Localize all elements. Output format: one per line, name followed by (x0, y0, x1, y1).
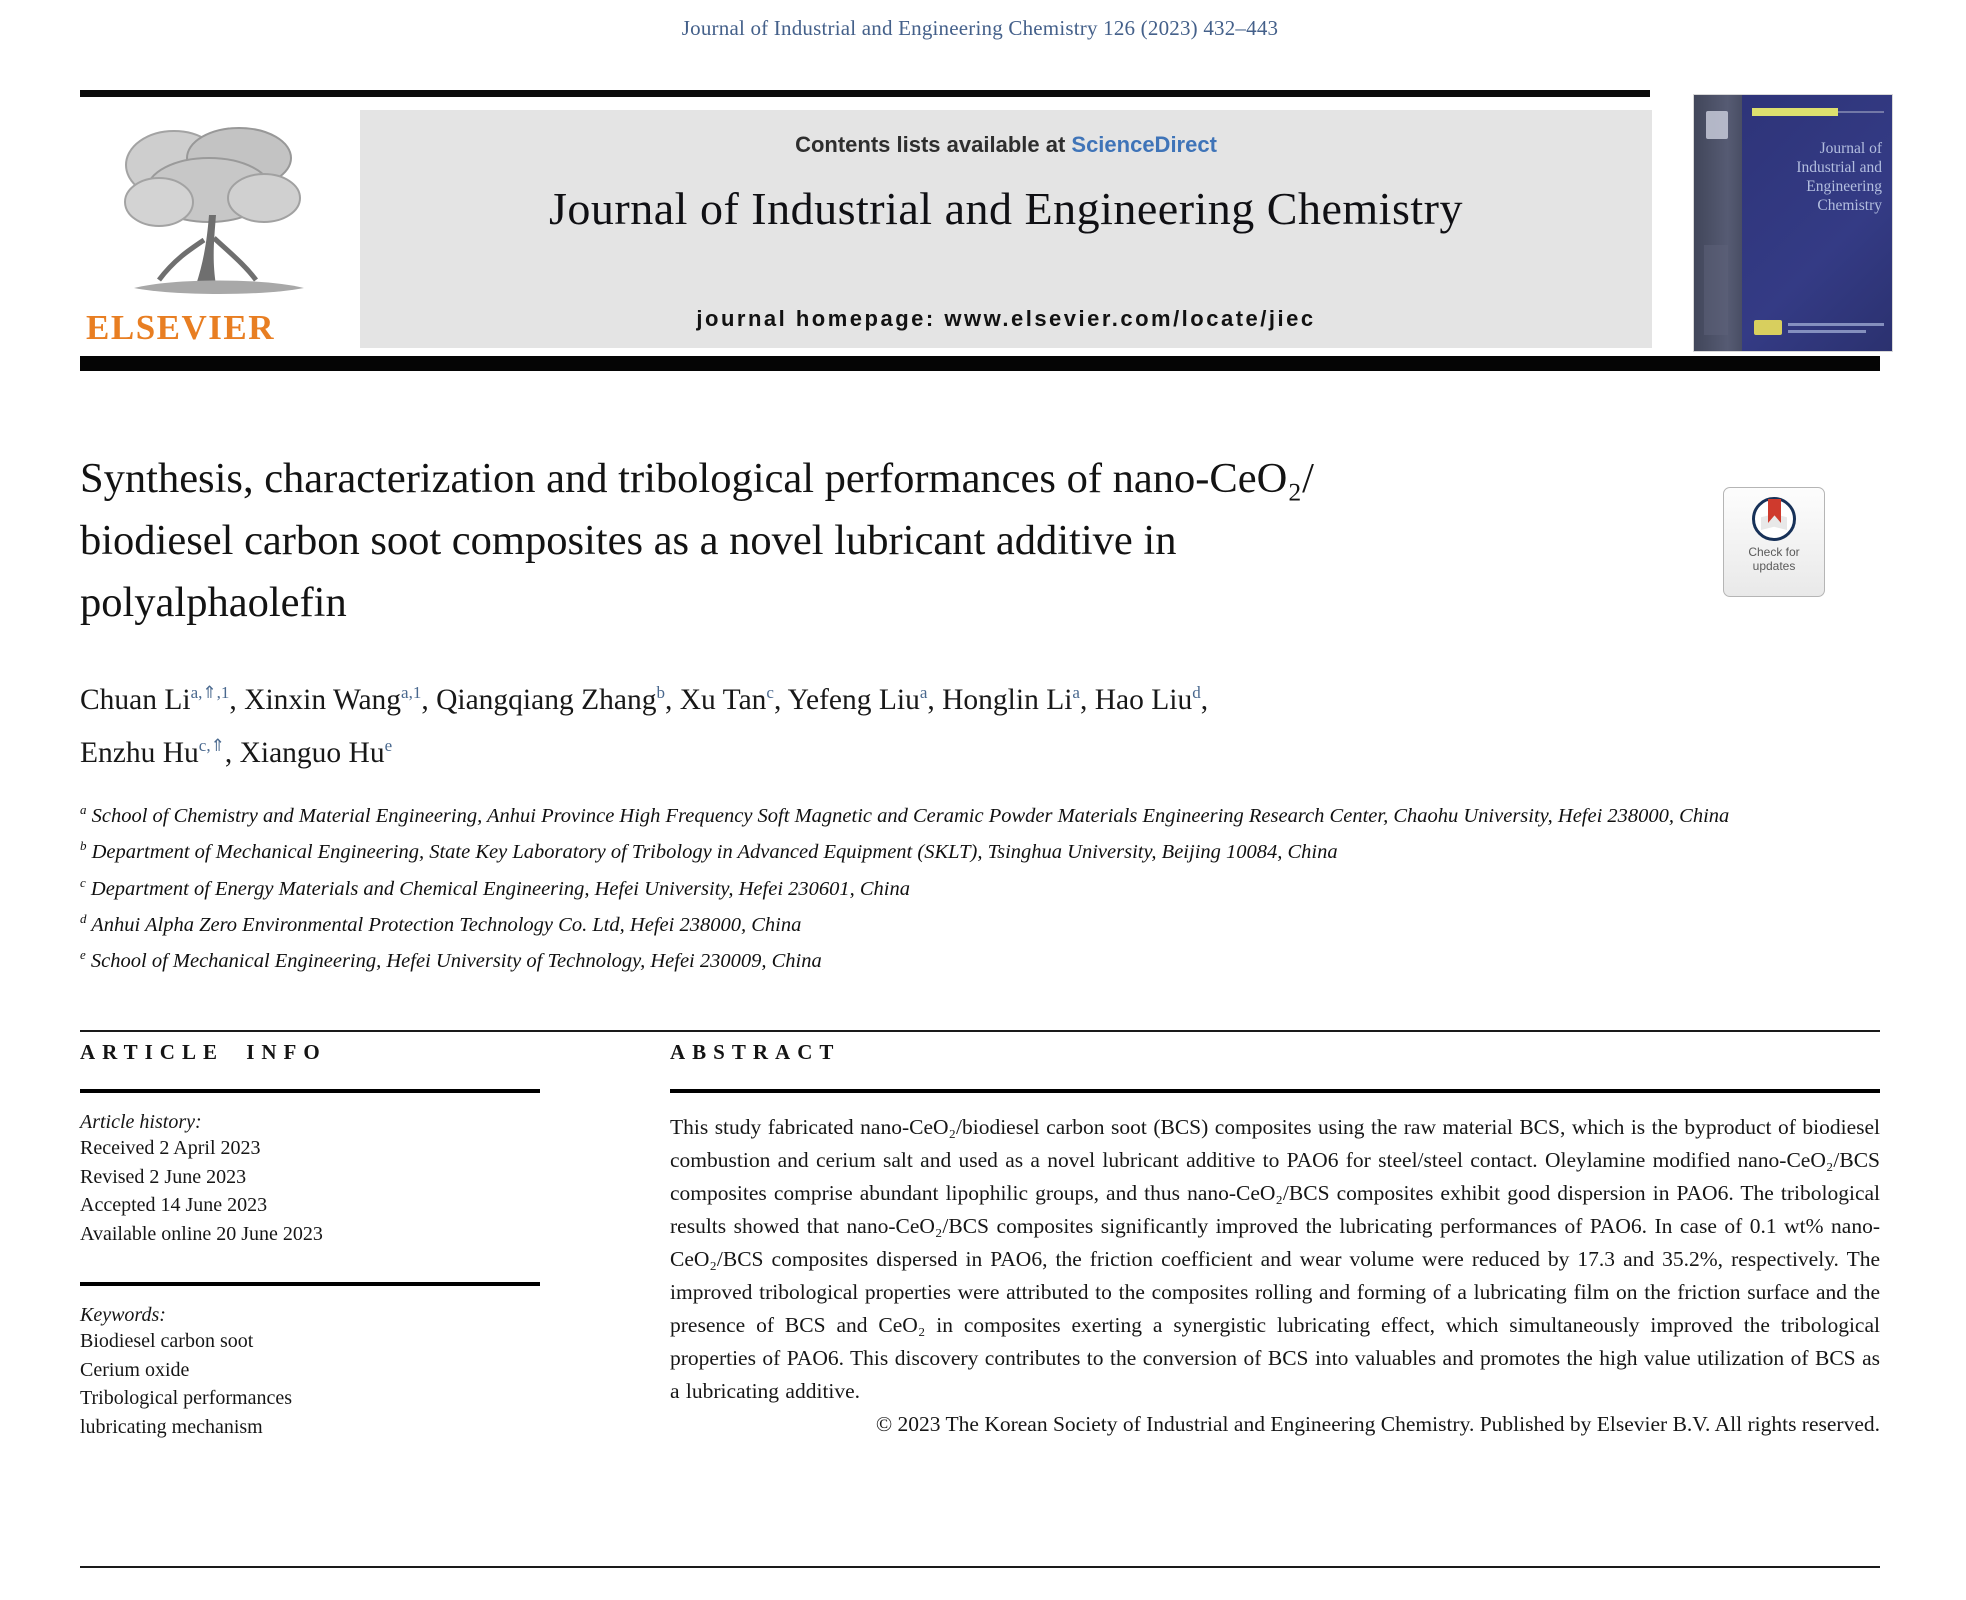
keyword-item: Biodiesel carbon soot (80, 1330, 254, 1352)
divider-thick (80, 356, 1880, 371)
cover-spine-text (1704, 245, 1728, 335)
cover-spine-mark (1706, 111, 1728, 139)
author-line (80, 723, 1800, 776)
article-title (80, 448, 1700, 634)
abstract-column (670, 1040, 1880, 1441)
affiliation-list (80, 795, 1880, 977)
author: Chuan $Li^{a,⇑,1}$, (80, 683, 245, 716)
cover-yellow-bar (1752, 108, 1838, 116)
author: Enzhu $Hu^{c,⇑}$, (80, 735, 240, 769)
affiliation: $^d$ Anhui Alpha Zero Environmental Protection Technology Co. Ltd, Hefei 238000, China (80, 910, 802, 936)
homepage-label: journal homepage: (696, 306, 945, 331)
cover-society-logo (1754, 320, 1782, 335)
homepage-link[interactable]: www.elsevier.com/locate/jiec (944, 306, 1316, 331)
affiliation: $^b$ Department of Mechanical Engineering, State Key Laboratory of Tribology in Advanced Equipment (SKLT), Tsinghua University, Beijing 10084, China (80, 838, 1338, 864)
article-info-rule (80, 1089, 540, 1093)
divider-bottom (80, 1566, 1880, 1568)
cover-spine (1694, 95, 1742, 351)
cover-title-line: Industrial and (1796, 159, 1882, 176)
author-list (80, 670, 1800, 776)
author: Xinxin Wang$^{a,1}$, (244, 683, 437, 716)
abstract-heading: ABSTRACT (670, 1040, 841, 1064)
abstract-rule (670, 1089, 1880, 1093)
cover-title-line: Journal of (1819, 140, 1882, 157)
history-item: Accepted 14 June 2023 (80, 1194, 268, 1216)
keyword-item: lubricating mechanism (80, 1415, 263, 1438)
journal-masthead (360, 110, 1652, 348)
cover-title (1754, 139, 1882, 215)
article-title-line: biodiesel carbon soot composites as a novel lubricant additive in (80, 517, 1177, 564)
abstract-text: This study fabricated nano-CeO₂/biodiesel carbon soot (BCS) composites using the raw material BCS, which is the byproduct of biodiesel combustion and cerium salt and used as a novel lubricant additive to PAO6 for steel/steel contact. Oleylamine modified nano-CeO₂/BCS composites comprise abundant lipophilic groups, and thus nano-CeO₂/BCS composites exhibit good dispersion in PAO6. The tribological results showed that nano-CeO₂/BCS composites significantly improved the lubricating performances of PAO6. In case of 0.1 wt% nano-CeO₂/BCS composites dispersed in PAO6, the friction coefficient and wear volume were reduced by 17.3 and 35.2%, respectively. The improved tribological properties were attributed to the composites rolling and forming of a lubricating film on the friction surface and the presence of BCS and CeO₂ in composites exerting a synergistic lubricating effect, which simultaneously improved the tribological properties of PAO6. This discovery contributes to the conversion of BCS into valuables and promotes the high value utilization of BCS as a lubricating additive. (670, 1115, 1880, 1403)
elsevier-tree-logo (104, 120, 334, 310)
contents-prefix: Contents lists available at (795, 132, 1072, 157)
keywords-rule (80, 1282, 540, 1286)
article-info-heading: ARTICLE INFO (80, 1040, 327, 1064)
cover-title-line: Chemistry (1817, 197, 1882, 214)
keyword-item: Tribological performances (80, 1387, 292, 1409)
journal-citation: Journal of Industrial and Engineering Chemistry 126 (2023) 432–443 (681, 16, 1279, 40)
elsevier-wordmark: ELSEVIER (86, 308, 276, 347)
author: Hao Liu$^d$, (1094, 683, 1209, 716)
divider-top (80, 90, 1650, 97)
history-item: Received 2 April 2023 (80, 1137, 261, 1159)
abstract-copyright: © 2023 The Korean Society of Industrial and Engineering Chemistry. Published by Elsevier B.V. All rights reserved. (875, 1412, 1880, 1436)
crossmark-icon (1752, 497, 1796, 541)
history-item: Revised 2 June 2023 (80, 1165, 247, 1188)
article-info-column (80, 1040, 540, 1441)
check-badge-label: Check for updates (1748, 545, 1800, 573)
article-title-line: Synthesis, characterization and tribological performances of nano-CeO₂/ (80, 455, 1314, 502)
cover-society-text (1788, 323, 1884, 326)
cover-front (1742, 95, 1892, 351)
contents-line (360, 132, 1652, 158)
author: Xianguo Hu$^e$ (239, 735, 393, 769)
author: Yefeng Liu$^a$, (787, 683, 943, 716)
author: Xu Tan$^c$, (679, 683, 788, 716)
keyword-item: Cerium oxide (80, 1358, 190, 1381)
affiliation: $^a$ School of Chemistry and Material Engineering, Anhui Province High Frequency Soft Magnetic and Ceramic Powder Materials Engineering Research Center, Chaohu University, Hefei 238000, China (80, 802, 1730, 827)
author: Honglin Li$^a$, (942, 683, 1095, 716)
cover-title-line: Engineering (1806, 178, 1882, 195)
affiliation: $^e$ School of Mechanical Engineering, Hefei University of Technology, Hefei 230009, China (80, 947, 822, 973)
homepage-line (360, 306, 1652, 332)
author-line (80, 670, 1800, 723)
history-item: Available online 20 June 2023 (80, 1222, 323, 1245)
author: Qiangqiang Zhang$^b$, (436, 683, 680, 716)
affiliation: $^c$ Department of Energy Materials and Chemical Engineering, Hefei University, Hefei 230601, China (80, 874, 911, 900)
divider-sections (80, 1030, 1880, 1032)
check-for-updates-badge[interactable] (1723, 487, 1825, 597)
article-history-label: Article history: (80, 1111, 202, 1133)
keywords-label: Keywords: (80, 1304, 166, 1326)
journal-title: Journal of Industrial and Engineering Chemistry (549, 183, 1463, 234)
article-title-line: polyalphaolefin (80, 579, 347, 626)
publisher-logo-area (84, 112, 354, 348)
journal-cover-thumbnail (1694, 95, 1892, 351)
cover-society-text (1788, 330, 1866, 333)
sciencedirect-link[interactable]: ScienceDirect (1071, 132, 1217, 157)
